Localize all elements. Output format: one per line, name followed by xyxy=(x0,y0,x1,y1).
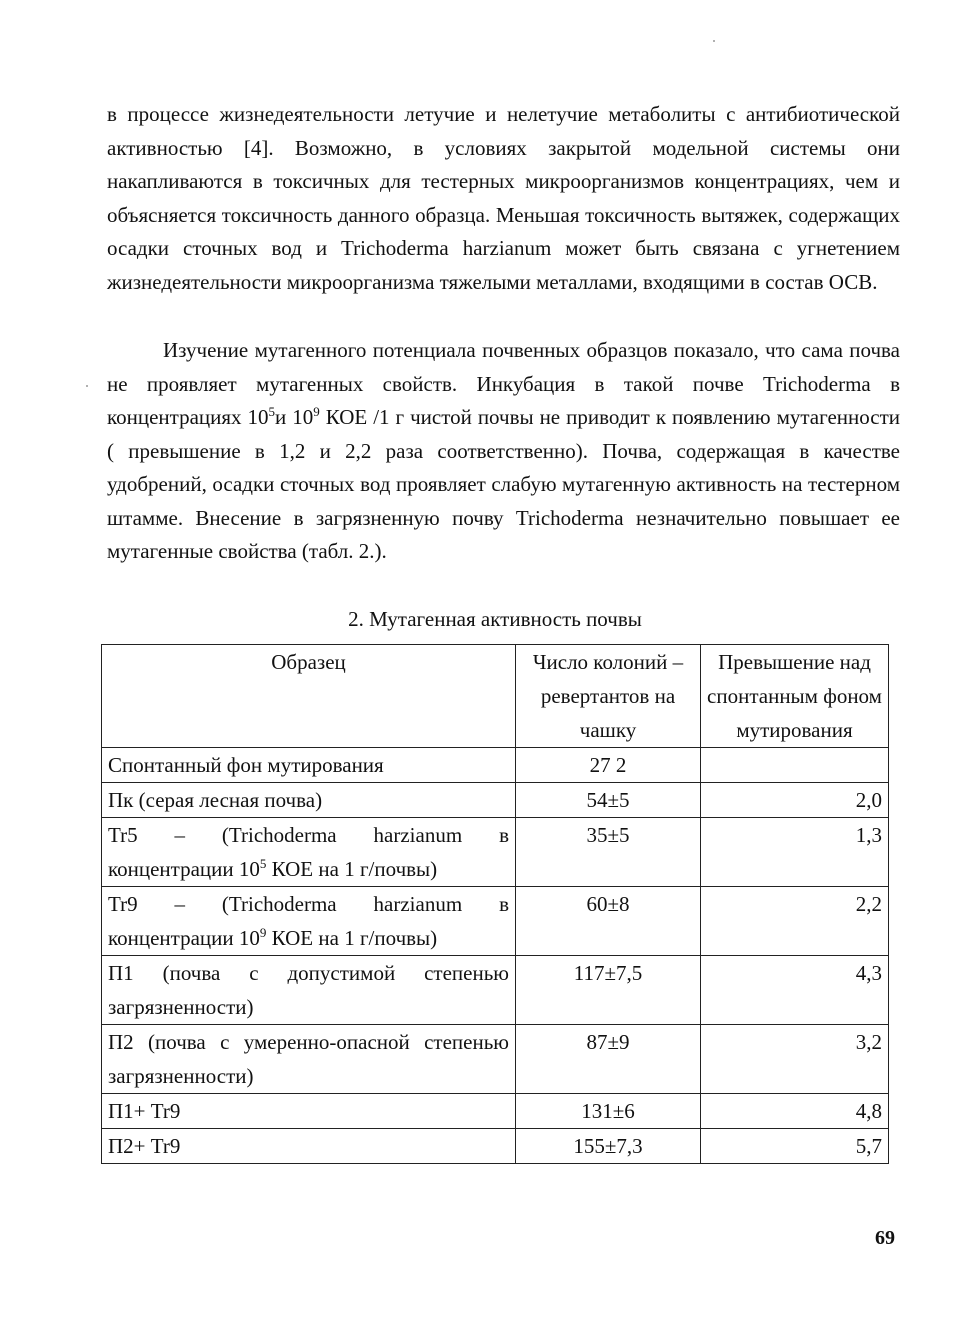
paragraph-2-text-2: и 10 xyxy=(275,405,314,429)
row-exceed: 5,7 xyxy=(701,1129,889,1164)
row-sample-text-end: КОЕ на 1 г/почвы) xyxy=(266,926,438,950)
row-count: 117±7,5 xyxy=(516,956,701,1025)
row-sample: П2+ Tr9 xyxy=(102,1129,516,1164)
row-sample: Спонтанный фон мутирования xyxy=(102,748,516,783)
row-exceed: 2,2 xyxy=(701,887,889,956)
row-sample xyxy=(102,887,516,956)
mutagenic-activity-table xyxy=(101,644,889,1164)
row-count: 35±5 xyxy=(516,818,701,887)
row-sample: П2 (почва с умеренно-опасной степенью загрязненности) xyxy=(102,1025,516,1094)
row-sample-exponent: 9 xyxy=(259,925,267,940)
page-number: 69 xyxy=(875,1227,895,1249)
paragraph-2 xyxy=(107,334,900,569)
row-count: 60±8 xyxy=(516,887,701,956)
header-sample: Образец xyxy=(102,645,516,748)
header-exceed: Превышение над спонтанным фоном мутирования xyxy=(701,645,889,748)
table-row xyxy=(102,783,889,818)
header-count: Число колоний – ревертантов на чашку xyxy=(516,645,701,748)
paragraph-2-text-1: Изучение мутагенного потенциала почвенных образцов показало, что сама почва не проявляет мутагенных свойств. Инкубация в такой почве Trichoderma в концентрациях 10 xyxy=(107,338,900,429)
row-exceed: 3,2 xyxy=(701,1025,889,1094)
row-sample-text-end: КОЕ на 1 г/почвы) xyxy=(266,857,438,881)
row-count: 87±9 xyxy=(516,1025,701,1094)
row-count: 27 2 xyxy=(516,748,701,783)
row-sample-exponent: 5 xyxy=(259,856,267,871)
row-sample: Пк (серая лесная почва) xyxy=(102,783,516,818)
table-row xyxy=(102,748,889,783)
paragraph-2-exponent-2: 9 xyxy=(313,404,320,419)
row-sample-text: Tr9 – (Trichoderma harzianum в концентрации 10 xyxy=(108,892,509,950)
row-exceed: 2,0 xyxy=(701,783,889,818)
row-sample: П1+ Tr9 xyxy=(102,1094,516,1129)
table-row xyxy=(102,1094,889,1129)
row-sample xyxy=(102,818,516,887)
scan-speck xyxy=(86,385,88,387)
row-sample: П1 (почва с допустимой степенью загрязненности) xyxy=(102,956,516,1025)
row-exceed: 1,3 xyxy=(701,818,889,887)
row-count: 54±5 xyxy=(516,783,701,818)
table-header-row xyxy=(102,645,889,748)
row-exceed xyxy=(701,748,889,783)
table-row xyxy=(102,887,889,956)
table-caption: 2. Мутагенная активность почвы xyxy=(348,607,642,631)
table-row xyxy=(102,818,889,887)
row-exceed: 4,8 xyxy=(701,1094,889,1129)
row-count: 155±7,3 xyxy=(516,1129,701,1164)
scan-speck xyxy=(713,40,715,42)
row-sample-text: Tr5 – (Trichoderma harzianum в концентрации 10 xyxy=(108,823,509,881)
paragraph-2-exponent-1: 5 xyxy=(268,404,276,419)
row-count: 131±6 xyxy=(516,1094,701,1129)
table-row xyxy=(102,1129,889,1164)
paragraph-2-text-3: КОЕ /1 г чистой почвы не приводит к появлению мутагенности ( превышение в 1,2 и 2,2 раза соответственно). Почва, содержащая в качестве удобрений, осадки сточных вод проявляет слабую мутагенную активность на тестерном штамме. Внесение в загрязненную почву Trichoderma незначительно повышает ее мутагенные свойства (табл. 2.). xyxy=(107,405,901,563)
paragraph-1: в процессе жизнедеятельности летучие и нелетучие метаболиты с антибиотической активностью [4]. Возможно, в условиях закрытой модельной системы они накапливаются в токсичных для тестерных микроорганизмов концентрациях, чем и объясняется токсичность данного образца. Меньшая токсичность вытяжек, содержащих осадки сточных вод и Trichoderma harzianum может быть связана с угнетением жизнедеятельности микроорганизма тяжелыми металлами, входящими в состав ОСВ. xyxy=(107,102,900,294)
table-row xyxy=(102,956,889,1025)
table-row xyxy=(102,1025,889,1094)
row-exceed: 4,3 xyxy=(701,956,889,1025)
